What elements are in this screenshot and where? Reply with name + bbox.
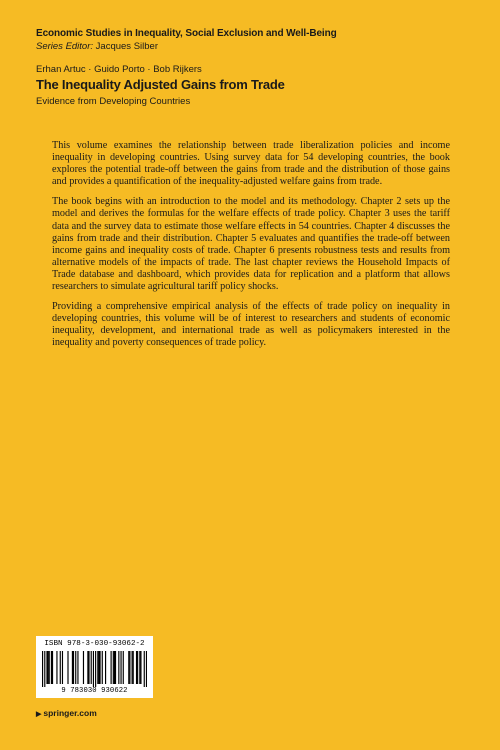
barcode-bar: [49, 651, 50, 684]
barcode-bar: [91, 651, 92, 684]
barcode-bar: [77, 651, 78, 684]
series-editor-name: Jacques Silber: [95, 41, 158, 52]
barcode-bar: [60, 651, 61, 684]
barcode-bar: [87, 651, 88, 684]
barcode-bar: [73, 651, 74, 684]
barcode-bar: [42, 651, 43, 687]
publisher-link[interactable]: [36, 708, 97, 720]
barcode-bar: [98, 651, 99, 684]
barcode-bar: [137, 651, 138, 684]
barcode-bar: [72, 651, 73, 684]
barcode-bar: [118, 651, 119, 684]
barcode-bars: [42, 651, 147, 687]
book-description: [52, 140, 450, 358]
barcode-bar: [75, 651, 76, 684]
series-info: [36, 27, 476, 53]
barcode-bar: [140, 651, 141, 684]
barcode-bar: [105, 651, 106, 684]
barcode-bar: [144, 651, 145, 687]
barcode-bar: [95, 651, 96, 687]
barcode-bar: [123, 651, 124, 684]
series-title: Economic Studies in Inequality, Social Exclusion and Well-Being: [36, 28, 337, 39]
barcode-bar: [52, 651, 53, 684]
series-editor: [36, 40, 476, 53]
isbn-barcode: [36, 636, 153, 698]
book-authors: Erhan Artuc · Guido Porto · Bob Rijkers: [36, 64, 202, 75]
barcode-bar: [128, 651, 129, 684]
barcode-bar: [114, 651, 115, 684]
barcode-bar: [129, 651, 130, 684]
barcode-bar: [93, 651, 94, 687]
barcode-bar: [146, 651, 147, 687]
book-title: The Inequality Adjusted Gains from Trade: [36, 77, 285, 92]
barcode-bar: [97, 651, 98, 684]
publisher-link-text: springer.com: [43, 708, 97, 718]
barcode-bar: [51, 651, 52, 684]
barcode-bar: [139, 651, 140, 684]
barcode-bar: [88, 651, 89, 684]
barcode-bar: [136, 651, 137, 684]
barcode-bar: [48, 651, 49, 684]
barcode-bar: [83, 651, 84, 684]
barcode-bar: [102, 651, 103, 684]
description-paragraph: This volume examines the relationship between trade liberalization policies and income inequality in developing countries. Using survey data for 54 developing countries, the book explores the potential trade-off between the gains from trade and the distribution of those gains and provides a quantification of the inequality-adjusted welfare gains from trade.: [52, 140, 450, 188]
barcode-bar: [113, 651, 114, 684]
barcode-bar: [133, 651, 134, 684]
description-paragraph: Providing a comprehensive empirical analysis of the effects of trade policy on inequality in developing countries, this volume will be of interest to researchers and students of economic inequality, development, and international trade as well as policymakers interested in the inequality and poverty consequences of trade policy.: [52, 301, 450, 349]
barcode-digits: 9 783030 930622: [61, 687, 128, 695]
barcode-bar: [46, 651, 47, 684]
triangle-right-icon: ▶: [36, 711, 42, 718]
barcode-bar: [120, 651, 121, 684]
book-subtitle: Evidence from Developing Countries: [36, 96, 191, 107]
barcode-bar: [44, 651, 45, 687]
barcode-bar: [62, 651, 63, 684]
barcode-bar: [99, 651, 100, 684]
barcode-bar: [67, 651, 68, 684]
isbn-label: ISBN 978-3-030-93062-2: [44, 640, 145, 648]
barcode-bar: [56, 651, 57, 684]
barcode-bar: [132, 651, 133, 684]
barcode-bar: [111, 651, 112, 684]
series-editor-label: Series Editor:: [36, 41, 94, 52]
description-paragraph: The book begins with an introduction to the model and its methodology. Chapter 2 sets up the model and derives the formulas for the welfare effects of trade policy. Chapter 3 uses the tariff data and the survey data to estimate those welfare effects in 54 countries. Chapter 4 discusses the gains from trade and their distribution. Chapter 5 evaluates and quantifies the trade-off between income gains and inequality costs of trade. Chapter 6 presents robustness tests and results from alternative models of the impacts of trade. The last chapter reviews the Household Impacts of Trade database and dashboard, which provides data for replication and a platform that allows researchers to simulate agricultural tariff policy shocks.: [52, 196, 450, 293]
barcode-bar: [115, 651, 116, 684]
